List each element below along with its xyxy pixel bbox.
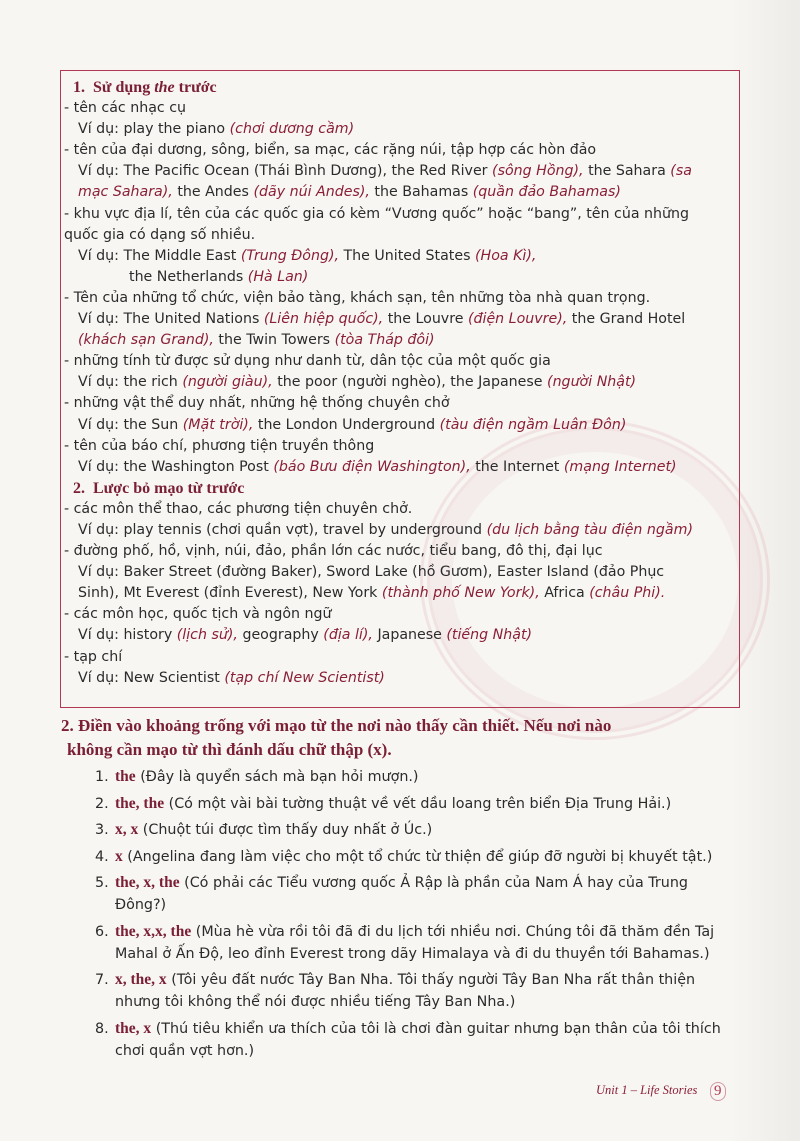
example-line bbox=[61, 457, 739, 478]
line-text: - tên của báo chí, phương tiện truyền thông bbox=[64, 437, 375, 454]
answer-item bbox=[95, 1018, 741, 1062]
answer-key: the, x,x, the bbox=[115, 922, 192, 940]
translation-text: (sông Hồng), bbox=[492, 163, 584, 180]
translation-text: (lịch sử), bbox=[176, 627, 238, 644]
rule-line bbox=[61, 499, 739, 520]
answer-list bbox=[95, 766, 741, 1066]
translation-text: (quần đảo Bahamas) bbox=[472, 184, 621, 201]
answer-item bbox=[95, 969, 741, 1013]
rule-line bbox=[61, 393, 739, 414]
line-text: Ví dụ: the Washington Post bbox=[78, 458, 269, 475]
answer-item bbox=[95, 872, 741, 916]
translation-text: (tàu điện ngầm Luân Đôn) bbox=[439, 416, 627, 433]
rule-list-use-the bbox=[61, 98, 739, 478]
line-text: Ví dụ: The Pacific Ocean (Thái Bình Dương), the Red River bbox=[78, 163, 488, 180]
line-text: the poor (người nghèo), the Japanese bbox=[277, 374, 543, 391]
answer-item bbox=[95, 921, 741, 965]
answer-key: x, x bbox=[115, 821, 139, 838]
translation-text: (báo Bưu điện Washington), bbox=[273, 458, 471, 475]
line-text: the Twin Towers bbox=[218, 332, 331, 349]
rule-line bbox=[61, 647, 739, 668]
answer-translation: (Có một vài bài tường thuật về vết dầu loang trên biển Địa Trung Hải.) bbox=[164, 795, 672, 812]
example-line bbox=[61, 119, 739, 140]
translation-text: (Hoa Kì), bbox=[475, 247, 537, 264]
translation-text: (mạng Internet) bbox=[563, 458, 677, 475]
example-line bbox=[61, 372, 739, 393]
line-text: Ví dụ: history bbox=[78, 627, 173, 644]
example-line bbox=[61, 182, 739, 203]
line-text: - tên của đại dương, sông, biển, sa mạc, các rặng núi, tập hợp các hòn đảo bbox=[64, 142, 597, 159]
rule-line bbox=[61, 140, 739, 161]
box-heading-1: 1. Sử dụng the trước bbox=[73, 79, 217, 96]
line-text: the London Underground bbox=[257, 416, 436, 433]
line-text: geography bbox=[242, 627, 319, 644]
line-text: Ví dụ: the rich bbox=[78, 374, 178, 391]
example-line bbox=[61, 668, 739, 689]
translation-text: (điện Louvre), bbox=[467, 311, 568, 328]
rule-line bbox=[61, 541, 739, 562]
translation-text: mạc Sahara), bbox=[78, 184, 173, 201]
answer-translation: (Chuột túi được tìm thấy duy nhất ở Úc.) bbox=[138, 822, 433, 838]
translation-text: (tạp chí New Scientist) bbox=[224, 669, 385, 686]
example-line bbox=[61, 625, 739, 646]
translation-text: (sa bbox=[670, 163, 692, 180]
answer-translation: (Angelina đang làm việc cho một tổ chức từ thiện để giúp đỡ người bị khuyết tật.) bbox=[122, 848, 713, 865]
answer-key: the, x bbox=[115, 1019, 152, 1037]
answer-number: 2. bbox=[95, 795, 109, 812]
example-line bbox=[61, 161, 739, 182]
answer-number: 8. bbox=[95, 1020, 109, 1037]
example-line bbox=[61, 583, 739, 604]
translation-text: (khách sạn Grand), bbox=[78, 332, 214, 349]
answer-item bbox=[95, 819, 741, 841]
line-text: the Internet bbox=[475, 458, 560, 475]
answer-translation: (Đây là quyển sách mà bạn hỏi mượn.) bbox=[135, 769, 419, 785]
box-heading-2: 2. Lược bỏ mạo từ trước bbox=[73, 479, 245, 497]
translation-text: (châu Phi). bbox=[589, 585, 666, 602]
rule-line bbox=[61, 225, 739, 246]
line-text: - những vật thể duy nhất, những hệ thống chuyên chở bbox=[64, 395, 450, 412]
answer-translation: (Có phải các Tiểu vương quốc Ả Rập là phần của Nam Á hay của Trung Đông?) bbox=[115, 875, 688, 913]
line-text: the Sahara bbox=[588, 163, 666, 180]
rule-line bbox=[61, 288, 739, 309]
answer-number: 4. bbox=[95, 848, 109, 865]
answer-translation: (Thú tiêu khiển ưa thích của tôi là chơi đàn guitar nhưng bạn thân của tôi thích chơi quần vợt hơn.) bbox=[115, 1020, 721, 1059]
example-line bbox=[61, 309, 739, 330]
line-text: - khu vực địa lí, tên của các quốc gia có kèm “Vương quốc” hoặc “bang”, tên của những bbox=[64, 205, 690, 222]
line-text: Ví dụ: The Middle East bbox=[78, 247, 237, 264]
example-line bbox=[61, 330, 739, 351]
line-text: - tạp chí bbox=[64, 648, 123, 665]
translation-text: (Liên hiệp quốc), bbox=[263, 311, 384, 328]
line-text: - những tính từ được sử dụng như danh từ, dân tộc của một quốc gia bbox=[64, 353, 551, 370]
line-text: the Louvre bbox=[387, 311, 464, 328]
line-text: Ví dụ: the Sun bbox=[78, 416, 179, 433]
rule-line bbox=[61, 604, 739, 625]
line-text: - đường phố, hồ, vịnh, núi, đảo, phần lớn các nước, tiểu bang, đô thị, đại lục bbox=[64, 543, 603, 560]
line-text: the Bahamas bbox=[374, 184, 469, 201]
answer-translation: (Mùa hè vừa rồi tôi đã đi du lịch tới nhiều nơi. Chúng tôi đã thăm đền Taj Mahal ở Ấn Độ, leo đỉnh Everest trong dãy Himalaya và đi du thuyền tới Bahamas.) bbox=[115, 923, 715, 962]
translation-text: (chơi dương cầm) bbox=[229, 121, 355, 138]
translation-text: (người giàu), bbox=[182, 374, 273, 391]
translation-text: (Trung Đông), bbox=[240, 247, 339, 264]
line-text: - tên các nhạc cụ bbox=[64, 100, 187, 117]
footer-unit-title: Unit 1 – Life Stories bbox=[596, 1083, 698, 1097]
answer-number: 1. bbox=[95, 769, 109, 785]
line-text: The United States bbox=[343, 247, 471, 264]
answer-number: 5. bbox=[95, 875, 109, 891]
rule-line bbox=[61, 351, 739, 372]
answer-key: x bbox=[115, 847, 123, 865]
answer-key: x, the, x bbox=[115, 971, 167, 988]
translation-text: (dãy núi Andes), bbox=[253, 184, 370, 201]
line-text: Ví dụ: Baker Street (đường Baker), Sword Lake (hồ Gươm), Easter Island (đảo Phục bbox=[78, 564, 665, 581]
answer-number: 6. bbox=[95, 923, 109, 940]
example-line bbox=[61, 562, 739, 583]
example-line bbox=[61, 246, 739, 267]
example-line bbox=[61, 520, 739, 541]
translation-text: (du lịch bằng tàu điện ngầm) bbox=[486, 521, 693, 538]
translation-text: (Hà Lan) bbox=[247, 268, 309, 285]
translation-text: (tòa Tháp đôi) bbox=[334, 332, 435, 349]
line-text: - các môn thể thao, các phương tiện chuyên chở. bbox=[64, 500, 413, 517]
translation-text: (địa lí), bbox=[323, 627, 373, 644]
rule-line bbox=[61, 436, 739, 457]
line-text: - các môn học, quốc tịch và ngôn ngữ bbox=[64, 606, 332, 623]
answer-key: the, the bbox=[115, 794, 165, 812]
example-line bbox=[61, 415, 739, 436]
translation-text: (tiếng Nhật) bbox=[446, 627, 533, 644]
line-text: Ví dụ: New Scientist bbox=[78, 669, 220, 686]
translation-text: (người Nhật) bbox=[547, 374, 637, 391]
answer-item bbox=[95, 793, 741, 815]
grammar-box bbox=[60, 70, 740, 708]
line-text: Ví dụ: The United Nations bbox=[78, 311, 260, 328]
page-number: 9 bbox=[710, 1082, 726, 1101]
rule-line bbox=[61, 98, 739, 119]
answer-translation: (Tôi yêu đất nước Tây Ban Nha. Tôi thấy người Tây Ban Nha rất thân thiện nhưng tôi không thể nói được nhiều tiếng Tây Ban Nha.) bbox=[115, 972, 696, 1010]
line-text: Japanese bbox=[377, 627, 442, 644]
answer-key: the bbox=[115, 768, 136, 785]
answer-number: 3. bbox=[95, 822, 109, 838]
exercise-2-heading-line1: 2. Điền vào khoảng trống với mạo từ the nơi nào thấy cần thiết. Nếu nơi nào bbox=[61, 716, 612, 735]
line-text: the Netherlands bbox=[129, 268, 244, 285]
exercise-2-heading-line2: không cần mạo từ thì đánh dấu chữ thập (x). bbox=[67, 740, 392, 759]
line-text: Sinh), Mt Everest (đỉnh Everest), New York bbox=[78, 585, 378, 602]
answer-item bbox=[95, 846, 741, 868]
translation-text: (thành phố New York), bbox=[381, 585, 540, 602]
rule-line bbox=[61, 204, 739, 225]
line-text: the Andes bbox=[177, 184, 249, 201]
example-line bbox=[61, 267, 739, 288]
exercise-2-heading bbox=[61, 714, 741, 762]
line-text: the Grand Hotel bbox=[571, 311, 686, 328]
line-text: quốc gia có dạng số nhiều. bbox=[64, 226, 256, 243]
line-text: Ví dụ: play tennis (chơi quần vợt), travel by underground bbox=[78, 521, 483, 538]
line-text: - Tên của những tổ chức, viện bảo tàng, khách sạn, tên những tòa nhà quan trọng. bbox=[64, 289, 651, 306]
line-text: Ví dụ: play the piano bbox=[78, 121, 226, 138]
line-text: Africa bbox=[544, 585, 585, 602]
rule-list-omit-article bbox=[61, 499, 739, 689]
answer-key: the, x, the bbox=[115, 874, 180, 891]
translation-text: (Mặt trời), bbox=[182, 416, 254, 433]
answer-number: 7. bbox=[95, 972, 109, 988]
answer-item bbox=[95, 766, 741, 788]
